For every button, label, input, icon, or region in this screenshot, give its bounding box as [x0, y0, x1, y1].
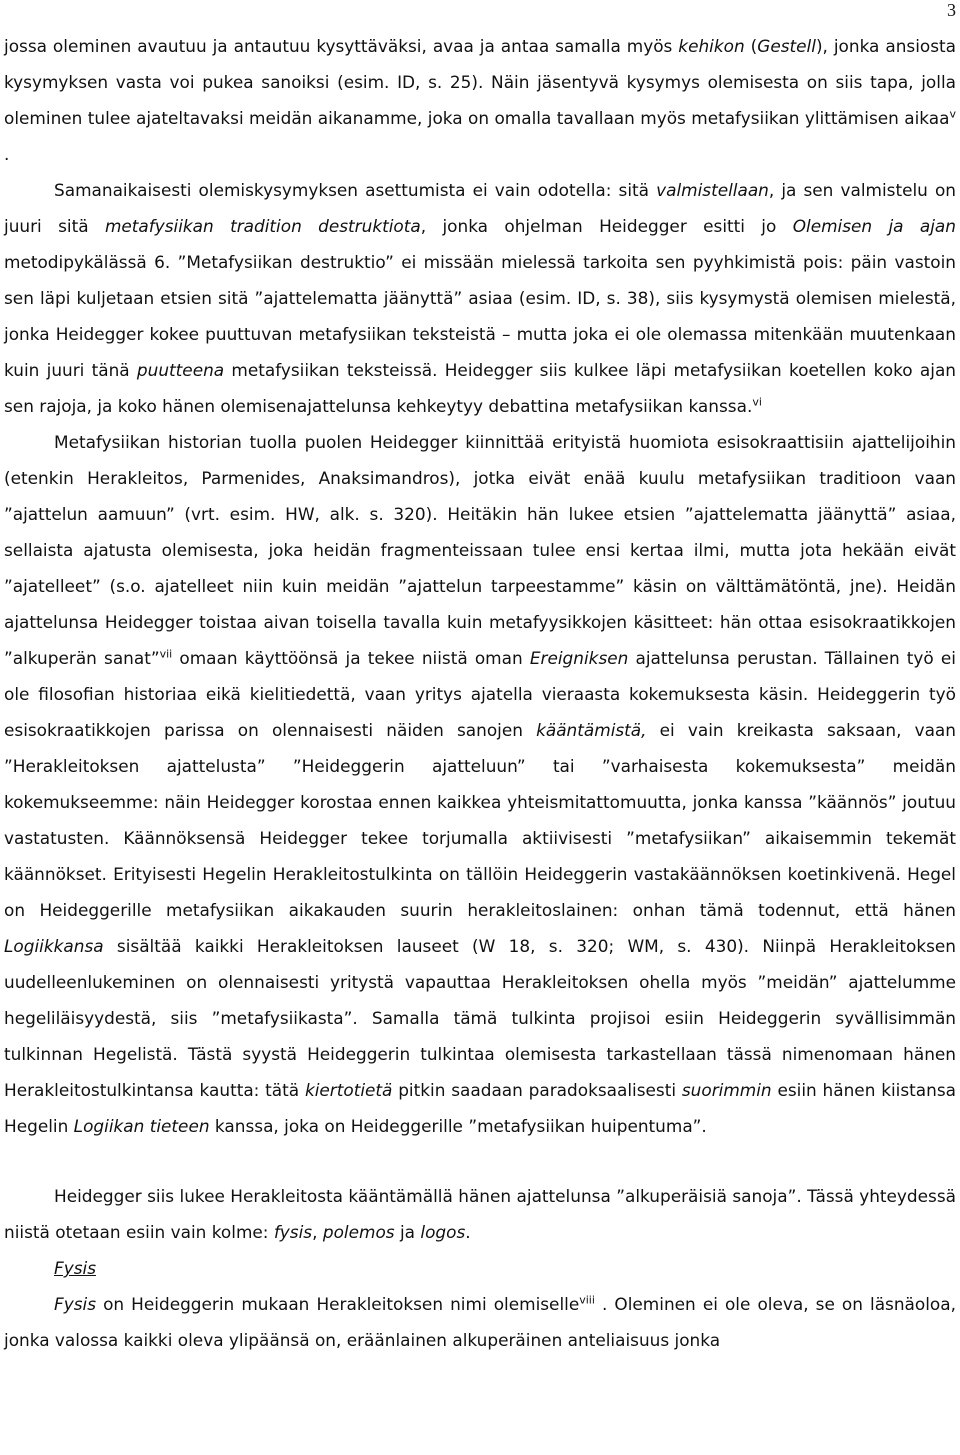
term-kaantamista: kääntämistä,: [536, 720, 647, 740]
term-valmistellaan: valmistellaan: [656, 180, 769, 200]
title-logiikkansa: Logiikkansa: [4, 936, 104, 956]
endnote-ref-v[interactable]: v: [949, 107, 956, 121]
paragraph-5: Fysis on Heideggerin mukaan Herakleitoksen nimi olemiselle$^{viii}$ . Oleminen ei ole oleva, se on läsnäoloa, jonka valossa kaikki oleva ylipäänsä on, eräänlainen alkuperäinen anteliaisuus jonka: [4, 1293, 956, 1350]
term-logos: logos: [420, 1222, 466, 1242]
title-logiikan-tieteen: Logiikan tieteen: [73, 1116, 210, 1136]
term-polemos: polemos: [322, 1222, 395, 1242]
term-kehikon: kehikon: [678, 36, 745, 56]
section-heading-fysis: Fysis: [54, 1258, 97, 1278]
endnote-ref-viii[interactable]: viii: [579, 1293, 595, 1307]
term-kiertotieta: kiertotietä: [304, 1080, 393, 1100]
term-suorimmin: suorimmin: [681, 1080, 772, 1100]
paragraph-4: Heidegger siis lukee Herakleitosta kääntämällä hänen ajattelunsa ”alkuperäisiä sanoja”. Tässä yhteydessä niistä otetaan esiin vain kolme: fysis, polemos ja logos.: [4, 1186, 956, 1242]
title-olemisen-ja-ajan: Olemisen ja ajan: [792, 216, 956, 236]
term-puutteena: puutteena: [136, 360, 225, 380]
endnote-ref-vii[interactable]: vii: [159, 647, 173, 661]
paragraph-2: Samanaikaisesti olemiskysymyksen asettumista ei vain odotella: sitä valmistellaan, ja sen valmistelu on juuri sitä metafysiikan tradition destruktiota, jonka ohjelman Heidegger esitti jo Olemisen ja ajan metodipykälässä 6. ”Metafysiikan destruktio” ei missään mielessä tarkoita sen pyyhkimistä pois: päin vastoin sen läpi kuljetaan etsien sitä ”ajattelematta jäänyttä” asiaa (esim. ID, s. 38), siis kysymystä olemisen mielestä, jonka Heidegger kokee puuttuvan metafysiikan teksteistä – mutta joka ei ole olemassa mitenkään muutenkaan kuin juuri tänä puutteena metafysiikan teksteissä. Heidegger siis kulkee läpi metafysiikan koetellen koko ajan sen rajoja, ja koko hänen olemisenajattelunsa kehkeytyy debattina metafysiikan kanssa.$^{vi}$: [4, 180, 956, 416]
endnote-ref-vi[interactable]: vi: [752, 395, 762, 409]
page-number: 3: [947, 0, 956, 20]
term-fysis-start: Fysis: [54, 1294, 97, 1314]
paragraph-3: Metafysiikan historian tuolla puolen Heidegger kiinnittää erityistä huomiota esisokraattisiin ajattelijoihin (etenkin Herakleitos, Parmenides, Anaksimandros), jotka eivät enää kuulu metafysiikan traditioon vaan ”ajattelun aamuun” (vrt. esim. HW, alk. s. 320). Heitäkin hän lukee etsien ”ajattelematta jäänyttä” asiaa, sellaista ajatusta olemisesta, joka heidän fragmenteissaan tulee ensi kertaa ilmi, mutta jota hekään eivät ”ajatelleet” (s.o. ajatelleet niin kuin meidän ”ajattelun tarpeestamme” käsin on välttämätöntä, jne). Heidän ajattelunsa Heidegger toistaa aivan toisella tavalla kuin metafyysikkojen käsitteet: hän ottaa esisokraatikkojen ”alkuperän sanat”$^{vii}$ omaan käyttöönsä ja tekee niistä oman Ereigniksen ajattelunsa perustan. Tällainen työ ei ole filosofian historiaa eikä kielitiedettä, vaan yritys ajatella vieraasta kokemuksesta käsin. Heideggerin työ esisokraatikkojen parissa on olennaisesti näiden sanojen kääntämistä, ei vain kreikasta saksaan, vaan ”Herakleitoksen ajattelusta” ”Heideggerin ajatteluun” tai ”varhaisesta kokemuksesta” meidän kokemukseemme: näin Heidegger korostaa ennen kaikkea yhteismitattomuutta, jonka kanssa ”käännös” joutuu vastatusten. Käännöksensä Heidegger tekee torjumalla aktiivisesti ”metafysiikan” aikaisemmin tekemät käännökset. Erityisesti Hegelin Herakleitostulkinta on tällöin Heideggerin vastakäännöksen koetinkivenä. Hegel on Heideggerille metafysiikan aikakauden suurin herakleitoslainen: onhan tämä todennut, että hänen Logiikkansa sisältää kaikki Herakleitoksen lauseet (W 18, s. 320; WM, s. 430). Niinpä Herakleitoksen uudelleenlukeminen on olennaisesti yritystä vapauttaa Herakleitoksen ohella myös ”meidän” ajattelumme hegeliläisyydestä, siis ”metafysiikasta”. Samalla tämä tulkinta projisoi esiin Heideggerin syvällisimmän tulkinnan Hegelistä. Tästä syystä Heideggerin tulkintaa olemisesta tarkastellaan tässä nimenomaan hänen Herakleitostulkintansa kautta: tätä kiertotietä pitkin saadaan paradoksaalisesti suorimmin esiin hänen kiistansa Hegelin Logiikan tieteen kanssa, joka on Heideggerille ”metafysiikan huipentuma”.: [4, 432, 956, 1136]
term-fysis: fysis: [273, 1222, 313, 1242]
term-destruktio: metafysiikan tradition destruktiota: [104, 216, 421, 236]
term-ereigniksen: Ereigniksen: [529, 648, 629, 668]
body-text: [4, 28, 956, 1358]
paragraph-gap: [4, 1144, 956, 1178]
term-gestell: Gestell: [757, 36, 816, 56]
paragraph-1: jossa oleminen avautuu ja antautuu kysyttäväksi, avaa ja antaa samalla myös kehikon (Gestell), jonka ansiosta kysymyksen vasta voi pukea sanoiksi (esim. ID, s. 25). Näin jäsentyvä kysymys olemisesta on siis tapa, jolla oleminen tulee ajateltavaksi meidän aikanamme, joka on omalla tavallaan myös metafysiikan ylittämisen aikaa$^v$ .: [4, 36, 957, 164]
